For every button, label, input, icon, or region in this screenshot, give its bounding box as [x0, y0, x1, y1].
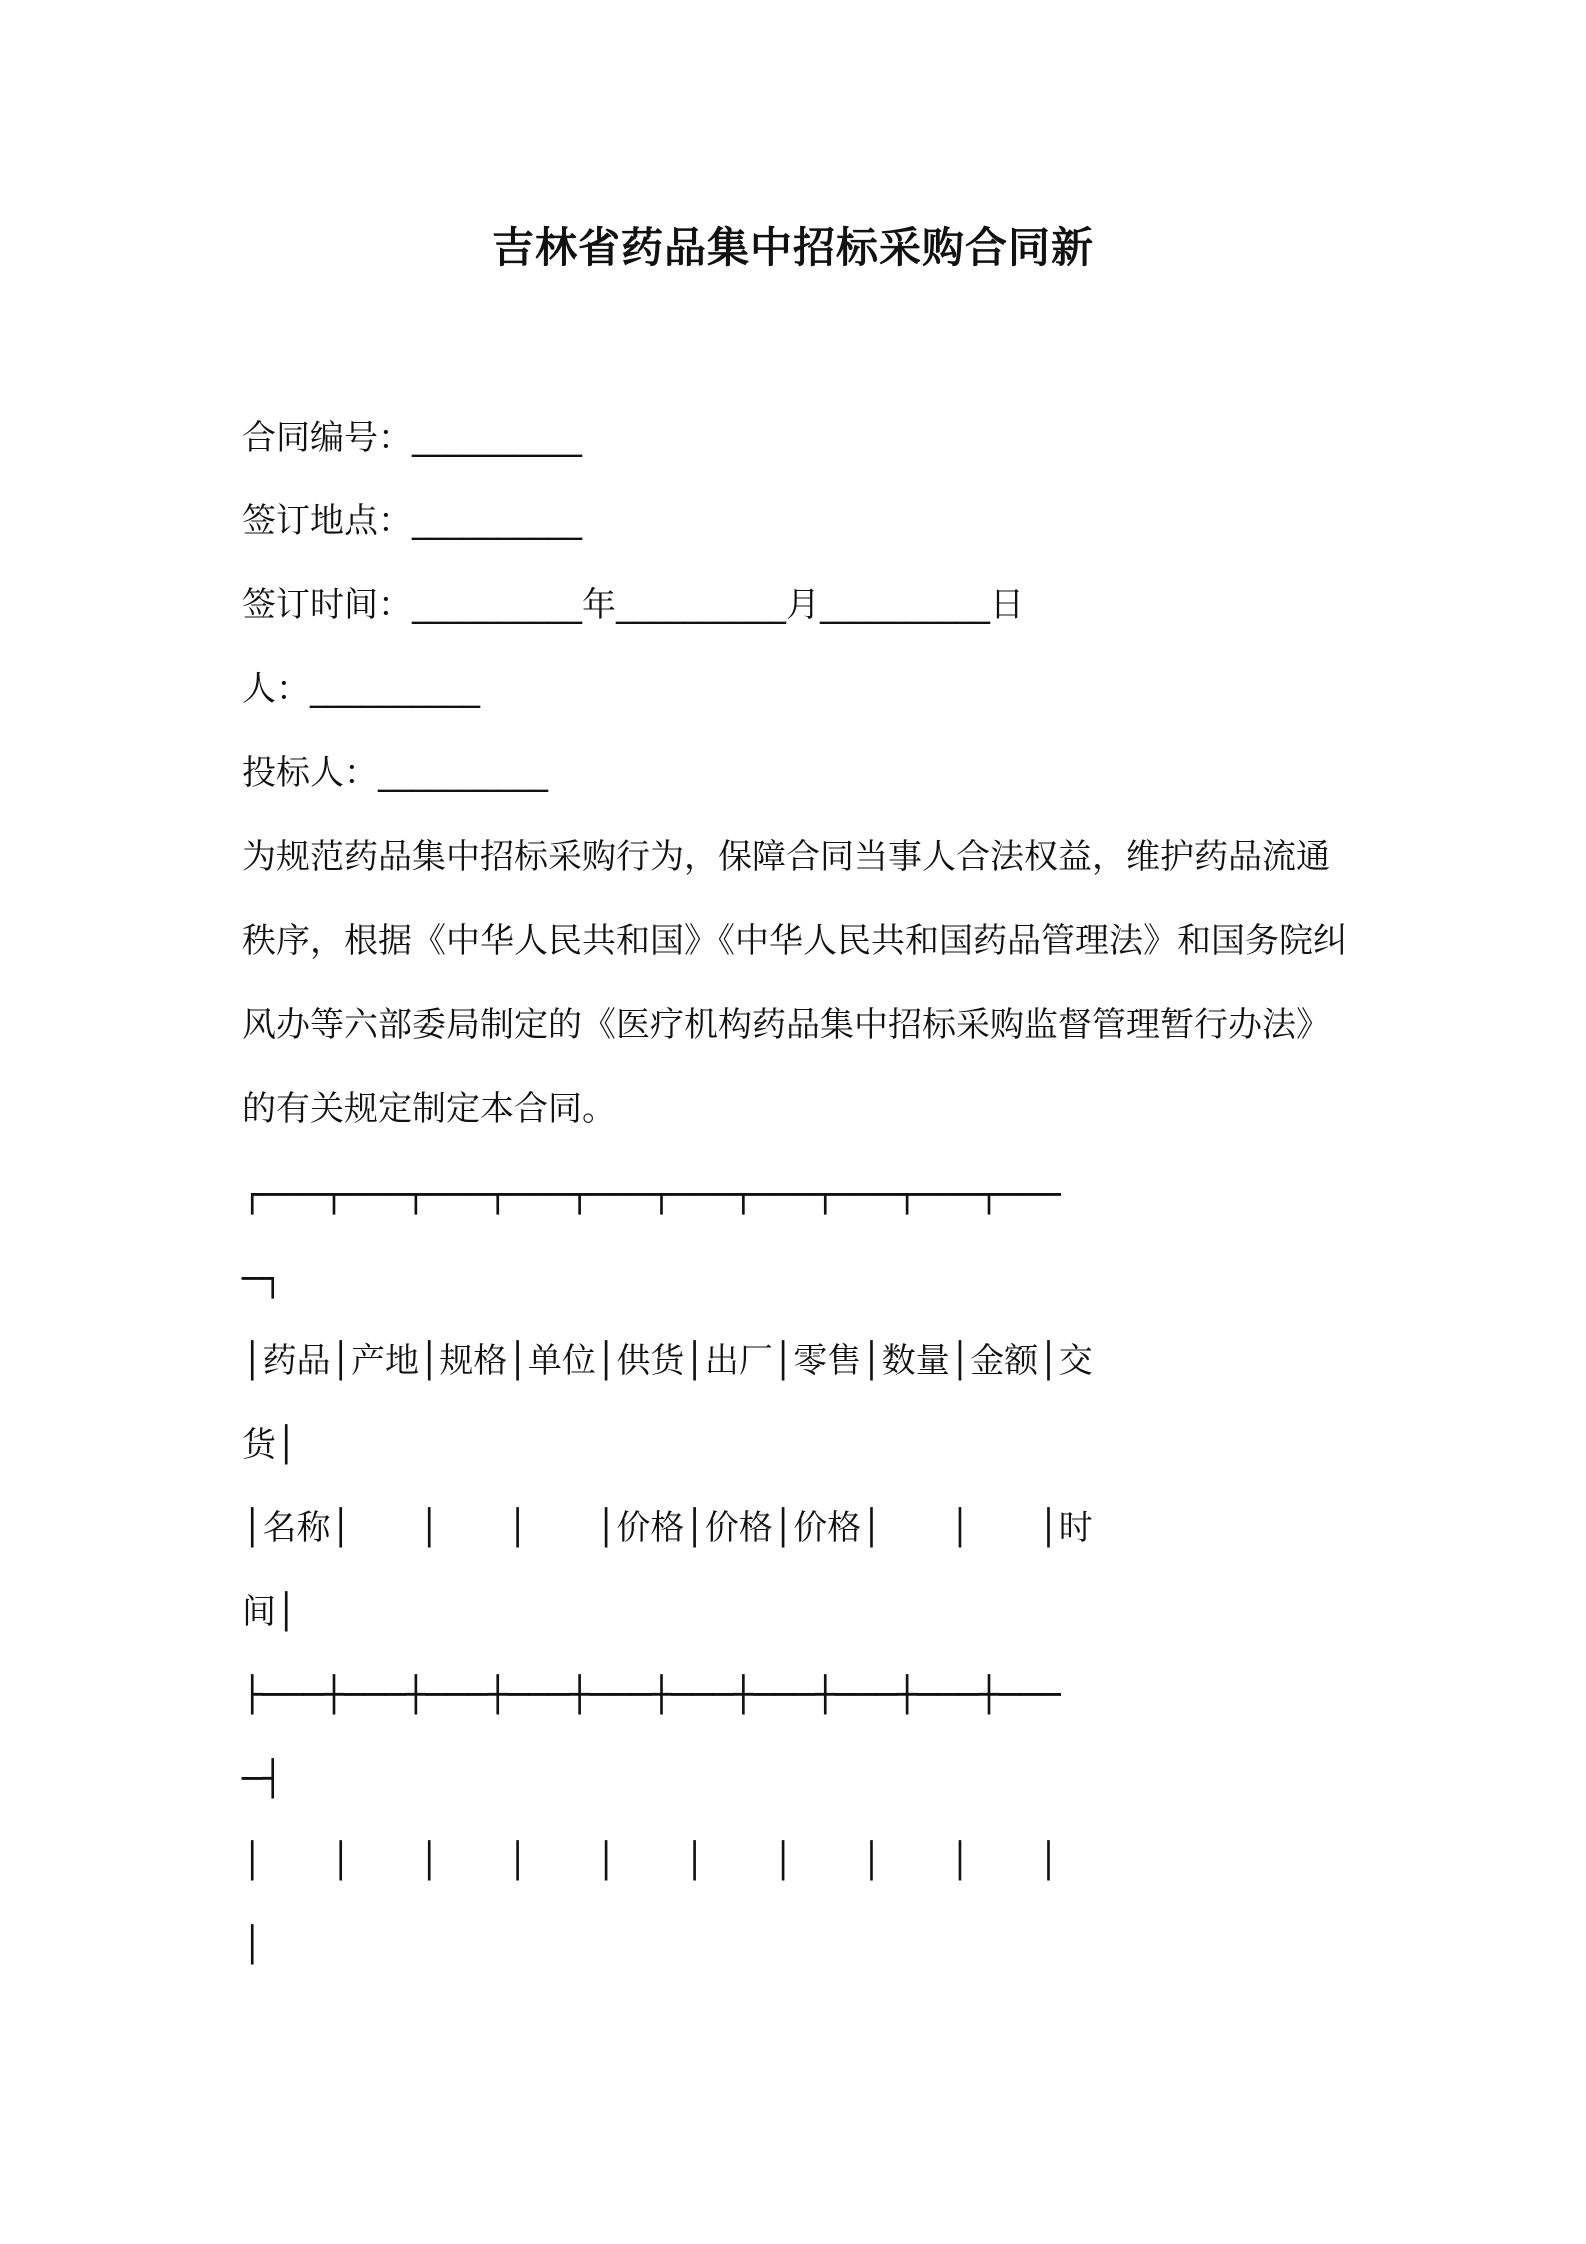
table-header-row-1-wrap: 货│: [242, 1425, 297, 1465]
table-body-row: │ │ │ │ │ │ │ │ │ │: [242, 1841, 1059, 1881]
table-top-border-wrap: ─┐: [242, 1259, 283, 1299]
table-body-row-wrap: │: [242, 1925, 263, 1965]
document-title: 吉林省药品集中招标采购合同新: [491, 223, 1094, 272]
party-field: 人：__________: [242, 669, 480, 709]
table-header-row-2-wrap: 间│: [242, 1592, 297, 1632]
contract-number-field: 合同编号：__________: [242, 418, 582, 458]
sign-place-field: 签订地点：__________: [242, 501, 582, 541]
bidder-field: 投标人：__________: [242, 753, 548, 793]
table-header-row-1: │药品│产地│规格│单位│供货│出厂│零售│数量│金额│交: [242, 1341, 1093, 1381]
table-top-border: ┌───┬───┬───┬───┬───┬───┬───┬───┬───┬───: [242, 1175, 1061, 1215]
preamble-paragraph: 为规范药品集中招标采购行为，保障合同当事人合法权益，维护药品流通秩序，根据《中华人民共和国》《中华人民共和国药品管理法》和国务院纠风办等六部委局制定的《医疗机构药品集中招标采购监督管理暂行办法》的有关规定制定本合同。: [242, 837, 1347, 1129]
table-header-row-2: │名称│ │ │ │价格│价格│价格│ │ │时: [242, 1508, 1093, 1548]
table-mid-border-wrap: ─┤: [242, 1759, 283, 1799]
sign-time-field: 签订时间：__________年__________月__________日: [242, 585, 1024, 625]
table-mid-border: ├───┼───┼───┼───┼───┼───┼───┼───┼───┼───: [242, 1675, 1061, 1715]
